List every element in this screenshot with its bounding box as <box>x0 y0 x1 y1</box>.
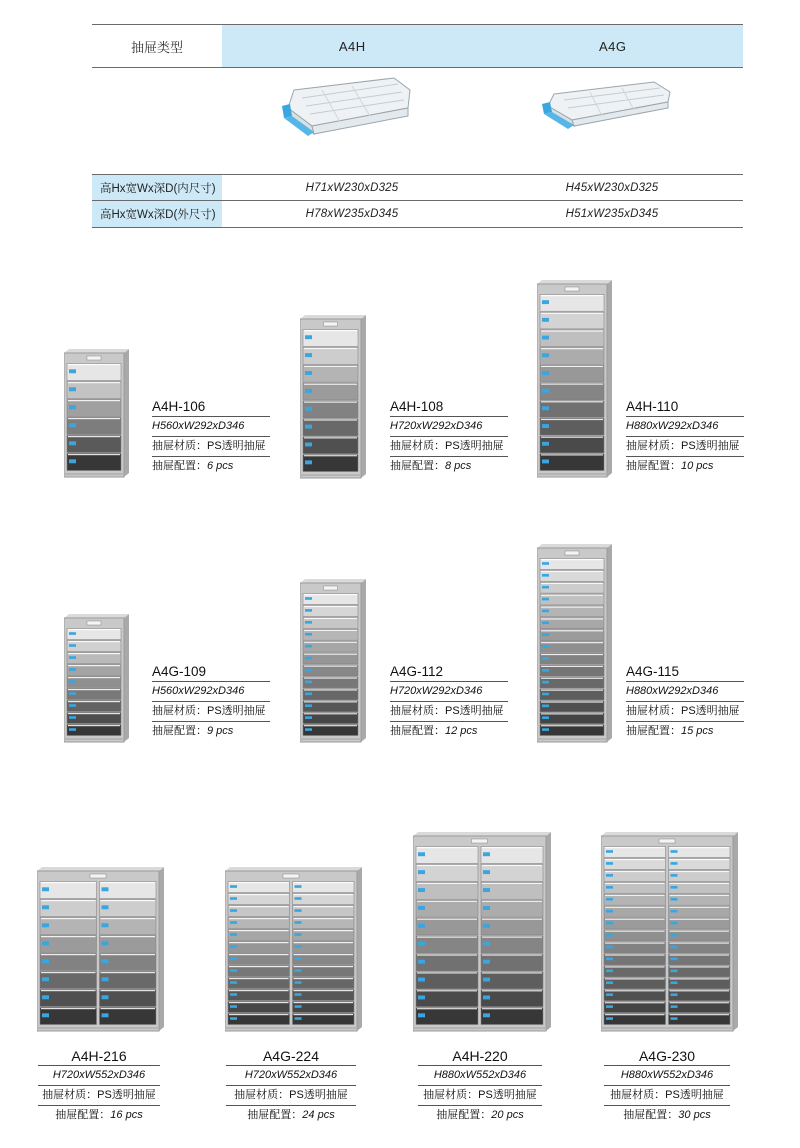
config-label: 抽屉配置： <box>390 460 445 472</box>
drawer-handle-icon <box>305 681 312 684</box>
product-info <box>418 1046 542 1126</box>
cabinet-drawer <box>481 864 543 881</box>
drawer-count: 20 pcs <box>491 1109 524 1121</box>
material-line <box>418 1086 542 1106</box>
drawer-handle-icon <box>418 906 425 910</box>
material-line <box>626 702 744 722</box>
drawer-handle-icon <box>69 632 76 635</box>
model-dimensions: H720xW552xD346 <box>38 1066 160 1086</box>
config-line <box>152 722 270 742</box>
config-label: 抽屉配置： <box>626 460 681 472</box>
drawer-handle-icon <box>69 692 76 695</box>
drawer-handle-icon <box>542 336 549 340</box>
drawer-handle-icon <box>295 981 302 984</box>
drawer-handle-icon <box>42 959 49 963</box>
outer-dim-label: 高Hx宽Wx深D(外尺寸) <box>92 201 222 227</box>
model-dimensions: H880xW552xD346 <box>418 1066 542 1086</box>
material-line <box>390 702 508 722</box>
drawer-handle-icon <box>69 405 76 409</box>
drawer-handle-icon <box>606 910 613 913</box>
material-line <box>152 437 270 457</box>
drawer-handle-icon <box>418 978 425 982</box>
drawer-handle-icon <box>483 924 490 928</box>
drawer-handle-icon <box>542 669 549 672</box>
material-label: 抽屉材质： <box>234 1089 290 1101</box>
drawer-handle-icon <box>102 1013 109 1017</box>
drawer-handle-icon <box>102 923 109 927</box>
material-label: 抽屉材质： <box>152 440 207 452</box>
drawer-handle-icon <box>483 960 490 964</box>
drawer-handle-icon <box>230 933 237 936</box>
cabinet-drawer <box>481 990 543 1007</box>
drawer-handle-icon <box>102 905 109 909</box>
material-label: 抽屉材质： <box>626 705 681 717</box>
config-label: 抽屉配置： <box>55 1109 111 1121</box>
drawer-handle-icon <box>305 728 312 731</box>
config-line <box>604 1106 730 1126</box>
drawer-handle-icon <box>671 910 678 913</box>
drawer-handle-icon <box>542 459 549 463</box>
model-dimensions: H560xW292xD346 <box>152 682 270 702</box>
cabinet-drawer <box>481 847 543 864</box>
drawer-handle-icon <box>606 850 613 853</box>
spec-row-inner <box>92 174 743 201</box>
drawer-handle-icon <box>542 693 549 696</box>
drawer-handle-icon <box>606 934 613 937</box>
material-line <box>38 1086 160 1106</box>
config-label: 抽屉配置： <box>626 725 681 737</box>
drawer-handle-icon <box>483 888 490 892</box>
drawer-handle-icon <box>230 993 237 996</box>
drawer-handle-icon <box>606 981 613 984</box>
cabinet-drawer <box>416 847 478 864</box>
material-value: PS透明抽屉 <box>681 705 740 717</box>
config-line <box>226 1106 356 1126</box>
cabinet-drawer <box>540 401 604 418</box>
drawer-handle-icon <box>42 1013 49 1017</box>
drawer-handle-icon <box>418 852 425 856</box>
drawer-handle-icon <box>69 668 76 671</box>
cabinet-drawer <box>540 365 604 382</box>
material-value: PS透明抽屉 <box>445 705 504 717</box>
drawer-handle-icon <box>542 716 549 719</box>
drawer-handle-icon <box>305 407 312 411</box>
drawer-handle-icon <box>542 586 549 589</box>
drawer-handle-icon <box>102 977 109 981</box>
drawer-handle-icon <box>483 906 490 910</box>
drawer-handle-icon <box>542 318 549 322</box>
product-info <box>152 397 270 477</box>
drawer-handle-icon <box>606 970 613 973</box>
cabinet-drawer <box>540 418 604 435</box>
cabinet-drawer <box>416 900 478 917</box>
model-name: A4H-216 <box>38 1046 160 1066</box>
drawer-handle-icon <box>542 353 549 357</box>
model-dimensions: H880xW552xD346 <box>604 1066 730 1086</box>
cabinet-drawer <box>540 436 604 453</box>
drawer-count: 30 pcs <box>678 1109 711 1121</box>
drawer-handle-icon <box>606 1005 613 1008</box>
drawer-handle-icon <box>671 1005 678 1008</box>
config-label: 抽屉配置： <box>152 725 207 737</box>
material-value: PS透明抽屉 <box>289 1089 348 1101</box>
spec-header-row <box>92 24 743 68</box>
a4g-inner-dims: H45xW230xD325 <box>565 181 659 194</box>
cabinet-drawer <box>416 972 478 989</box>
cabinet-image <box>413 832 552 1033</box>
drawer-handle-icon <box>483 995 490 999</box>
drawer-handle-icon <box>671 970 678 973</box>
drawer-handle-icon <box>305 716 312 719</box>
drawer-handle-icon <box>69 387 76 391</box>
cabinet-drawer <box>481 900 543 917</box>
cabinet-drawer <box>416 954 478 971</box>
drawer-handle-icon <box>295 1005 302 1008</box>
material-value: PS透明抽屉 <box>478 1089 537 1101</box>
drawer-handle-icon <box>542 645 549 648</box>
drawer-handle-icon <box>483 852 490 856</box>
cabinet-drawer <box>416 918 478 935</box>
product-info <box>626 662 744 742</box>
cabinet-image <box>537 280 613 479</box>
cabinet-drawer <box>540 330 604 347</box>
cabinet-image <box>537 544 613 744</box>
model-name: A4G-230 <box>604 1046 730 1066</box>
material-line <box>626 437 744 457</box>
drawer-handle-icon <box>671 958 678 961</box>
material-label: 抽屉材质： <box>390 705 445 717</box>
cabinet-drawer <box>540 454 604 471</box>
spec-table <box>92 24 743 228</box>
drawer-handle-icon <box>671 946 678 949</box>
drawer-handle-icon <box>69 423 76 427</box>
drawer-handle-icon <box>418 960 425 964</box>
product-info <box>604 1046 730 1126</box>
drawer-handle-icon <box>230 945 237 948</box>
drawer-handle-icon <box>542 371 549 375</box>
drawer-handle-icon <box>483 942 490 946</box>
model-dimensions: H720xW552xD346 <box>226 1066 356 1086</box>
drawer-handle-icon <box>418 870 425 874</box>
drawer-count: 8 pcs <box>445 460 472 472</box>
col-a4g-heading: A4G <box>598 38 627 54</box>
config-line <box>390 457 508 477</box>
drawer-handle-icon <box>542 598 549 601</box>
cabinet-image <box>300 579 367 744</box>
drawer-handle-icon <box>42 905 49 909</box>
config-line <box>626 457 744 477</box>
cabinet-image <box>64 349 130 479</box>
drawer-handle-icon <box>230 1005 237 1008</box>
drawer-handle-icon <box>671 886 678 889</box>
drawer-handle-icon <box>305 645 312 648</box>
cabinet-drawer <box>481 972 543 989</box>
material-value: PS透明抽屉 <box>97 1089 156 1101</box>
cabinet-image <box>64 614 130 744</box>
drawer-handle-icon <box>69 369 76 373</box>
drawer-handle-icon <box>69 441 76 445</box>
product-info <box>390 662 508 742</box>
cabinet-drawer <box>481 1008 543 1025</box>
cabinet-drawer <box>540 383 604 400</box>
model-dimensions: H560xW292xD346 <box>152 417 270 437</box>
cabinet-drawer <box>416 882 478 899</box>
material-line <box>604 1086 730 1106</box>
product-info <box>152 662 270 742</box>
cabinet-drawer <box>416 864 478 881</box>
drawer-handle-icon <box>69 728 76 731</box>
material-label: 抽屉材质： <box>390 440 445 452</box>
drawer-count: 12 pcs <box>445 725 478 737</box>
drawer-handle-icon <box>230 897 237 900</box>
drawer-handle-icon <box>542 610 549 613</box>
drawer-handle-icon <box>295 993 302 996</box>
drawer-handle-icon <box>542 300 549 304</box>
model-name: A4G-224 <box>226 1046 356 1066</box>
a4g-drawer-image <box>482 68 742 174</box>
drawer-handle-icon <box>295 1017 302 1020</box>
drawer-handle-icon <box>305 597 312 600</box>
drawer-handle-icon <box>606 886 613 889</box>
drawer-handle-icon <box>295 933 302 936</box>
drawer-handle-icon <box>606 958 613 961</box>
drawer-handle-icon <box>542 633 549 636</box>
config-label: 抽屉配置： <box>623 1109 679 1121</box>
drawer-handle-icon <box>102 887 109 891</box>
drawer-handle-icon <box>418 924 425 928</box>
material-value: PS透明抽屉 <box>207 705 266 717</box>
config-line <box>152 457 270 477</box>
model-dimensions: H880xW292xD346 <box>626 682 744 702</box>
drawer-handle-icon <box>542 681 549 684</box>
drawer-handle-icon <box>230 969 237 972</box>
drawer-handle-icon <box>295 909 302 912</box>
material-label: 抽屉材质： <box>423 1089 479 1101</box>
model-name: A4H-106 <box>152 397 270 417</box>
a4h-inner-dims: H71xW230xD325 <box>305 181 399 194</box>
drawer-handle-icon <box>230 885 237 888</box>
material-value: PS透明抽屉 <box>207 440 266 452</box>
cabinet-drawer <box>540 295 604 312</box>
drawer-count: 6 pcs <box>207 460 234 472</box>
drawer-handle-icon <box>671 993 678 996</box>
model-name: A4G-112 <box>390 662 508 682</box>
material-value: PS透明抽屉 <box>681 440 740 452</box>
cabinet-drawer <box>481 882 543 899</box>
cabinet-drawer <box>481 936 543 953</box>
drawer-handle-icon <box>542 621 549 624</box>
drawer-handle-icon <box>305 335 312 339</box>
drawer-handle-icon <box>606 946 613 949</box>
cabinet-image <box>225 867 363 1033</box>
model-dimensions: H880xW292xD346 <box>626 417 744 437</box>
drawer-handle-icon <box>230 921 237 924</box>
model-name: A4G-115 <box>626 662 744 682</box>
drawer-handle-icon <box>542 705 549 708</box>
drawer-handle-icon <box>671 850 678 853</box>
drawer-handle-icon <box>542 442 549 446</box>
drawer-handle-icon <box>230 909 237 912</box>
drawer-handle-icon <box>305 443 312 447</box>
spec-header-blue <box>222 25 743 67</box>
cabinet-drawer <box>481 918 543 935</box>
spec-row-outer <box>92 201 743 228</box>
cabinet-drawer <box>416 1008 478 1025</box>
drawer-count: 10 pcs <box>681 460 714 472</box>
material-line <box>226 1086 356 1106</box>
drawer-handle-icon <box>671 874 678 877</box>
drawer-handle-icon <box>295 885 302 888</box>
config-line <box>38 1106 160 1126</box>
config-label: 抽屉配置： <box>436 1109 492 1121</box>
a4h-drawer-image <box>222 68 482 174</box>
drawer-handle-icon <box>42 995 49 999</box>
drawer-handle-icon <box>483 978 490 982</box>
drawer-handle-icon <box>305 371 312 375</box>
material-line <box>152 702 270 722</box>
drawer-handle-icon <box>230 981 237 984</box>
drawer-handle-icon <box>230 1017 237 1020</box>
config-label: 抽屉配置： <box>390 725 445 737</box>
drawer-handle-icon <box>69 644 76 647</box>
model-name: A4H-110 <box>626 397 744 417</box>
config-line <box>418 1106 542 1126</box>
drawer-handle-icon <box>305 460 312 464</box>
product-info <box>38 1046 160 1126</box>
drawer-handle-icon <box>69 704 76 707</box>
model-name: A4G-109 <box>152 662 270 682</box>
cabinet-drawer <box>416 936 478 953</box>
drawer-handle-icon <box>542 728 549 731</box>
drawer-handle-icon <box>230 957 237 960</box>
drawer-handle-icon <box>305 633 312 636</box>
drawer-handle-icon <box>671 922 678 925</box>
config-label: 抽屉配置： <box>247 1109 303 1121</box>
drawer-handle-icon <box>102 959 109 963</box>
drawer-handle-icon <box>42 941 49 945</box>
drawer-handle-icon <box>305 609 312 612</box>
drawer-handle-icon <box>102 941 109 945</box>
drawer-handle-icon <box>295 897 302 900</box>
drawer-handle-icon <box>542 562 549 565</box>
a4g-outer-dims: H51xW235xD345 <box>565 208 659 220</box>
drawer-handle-icon <box>671 898 678 901</box>
config-label: 抽屉配置： <box>152 460 207 472</box>
drawer-handle-icon <box>305 693 312 696</box>
drawer-handle-icon <box>606 993 613 996</box>
drawer-handle-icon <box>606 898 613 901</box>
drawer-handle-icon <box>542 389 549 393</box>
drawer-handle-icon <box>671 981 678 984</box>
cabinet-drawer <box>540 312 604 329</box>
drawer-handle-icon <box>418 888 425 892</box>
drawer-handle-icon <box>542 657 549 660</box>
material-label: 抽屉材质： <box>626 440 681 452</box>
drawer-handle-icon <box>671 934 678 937</box>
product-info <box>626 397 744 477</box>
drawer-handle-icon <box>69 656 76 659</box>
col-a4h-heading: A4H <box>338 38 366 54</box>
drawer-handle-icon <box>305 389 312 393</box>
config-line <box>626 722 744 742</box>
material-label: 抽屉材质： <box>610 1089 666 1101</box>
drawer-handle-icon <box>542 424 549 428</box>
drawer-handle-icon <box>418 942 425 946</box>
drawer-handle-icon <box>542 406 549 410</box>
drawer-handle-icon <box>305 657 312 660</box>
drawer-count: 15 pcs <box>681 725 714 737</box>
material-line <box>390 437 508 457</box>
cabinet-image <box>601 832 739 1033</box>
cabinet-drawer <box>416 990 478 1007</box>
material-value: PS透明抽屉 <box>665 1089 724 1101</box>
drawer-handle-icon <box>606 862 613 865</box>
drawer-handle-icon <box>295 969 302 972</box>
cabinet-drawer <box>481 954 543 971</box>
drawer-handle-icon <box>69 459 76 463</box>
model-dimensions: H720xW292xD346 <box>390 682 508 702</box>
cabinet-image <box>300 315 367 480</box>
model-name: A4H-108 <box>390 397 508 417</box>
drawer-handle-icon <box>295 957 302 960</box>
drawer-count: 16 pcs <box>110 1109 143 1121</box>
drawer-handle-icon <box>542 574 549 577</box>
drawer-handle-icon <box>305 353 312 357</box>
drawer-handle-icon <box>102 995 109 999</box>
spec-image-row <box>92 68 743 174</box>
product-info <box>226 1046 356 1126</box>
material-label: 抽屉材质： <box>42 1089 98 1101</box>
cabinet-drawer <box>540 348 604 365</box>
drawer-handle-icon <box>69 716 76 719</box>
model-name: A4H-220 <box>418 1046 542 1066</box>
drawer-handle-icon <box>483 870 490 874</box>
drawer-count: 9 pcs <box>207 725 234 737</box>
drawer-handle-icon <box>606 1017 613 1020</box>
material-label: 抽屉材质： <box>152 705 207 717</box>
drawer-handle-icon <box>42 887 49 891</box>
drawer-type-label: 抽屉类型 <box>130 39 183 55</box>
drawer-handle-icon <box>671 1017 678 1020</box>
drawer-handle-icon <box>483 1013 490 1017</box>
drawer-handle-icon <box>418 1013 425 1017</box>
drawer-handle-icon <box>305 669 312 672</box>
drawer-handle-icon <box>295 921 302 924</box>
drawer-handle-icon <box>42 977 49 981</box>
drawer-handle-icon <box>69 680 76 683</box>
drawer-handle-icon <box>305 704 312 707</box>
drawer-handle-icon <box>606 922 613 925</box>
material-value: PS透明抽屉 <box>445 440 504 452</box>
drawer-handle-icon <box>418 995 425 999</box>
a4h-outer-dims: H78xW235xD345 <box>305 208 399 220</box>
drawer-handle-icon <box>42 923 49 927</box>
drawer-handle-icon <box>606 874 613 877</box>
drawer-handle-icon <box>305 425 312 429</box>
model-dimensions: H720xW292xD346 <box>390 417 508 437</box>
product-info <box>390 397 508 477</box>
drawer-handle-icon <box>305 621 312 624</box>
drawer-handle-icon <box>671 862 678 865</box>
drawer-count: 24 pcs <box>302 1109 335 1121</box>
cabinet-image <box>37 867 165 1033</box>
config-line <box>390 722 508 742</box>
inner-dim-label: 高Hx宽Wx深D(内尺寸) <box>92 175 222 200</box>
drawer-handle-icon <box>295 945 302 948</box>
